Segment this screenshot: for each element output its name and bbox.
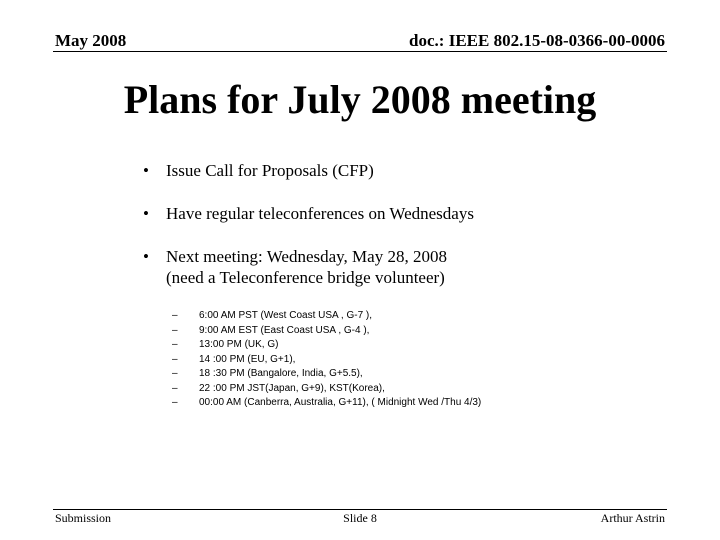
bullet-marker: • bbox=[143, 161, 149, 180]
bullet-text: Have regular teleconferences on Wednesdays bbox=[166, 204, 474, 223]
sub-bullet-marker: – bbox=[172, 324, 178, 336]
footer-rule bbox=[53, 509, 667, 510]
footer-submission: Submission bbox=[55, 511, 112, 525]
header-rule bbox=[53, 51, 667, 52]
sub-bullet-marker: – bbox=[172, 353, 178, 365]
bullet-item bbox=[143, 203, 474, 224]
sub-bullet-marker: – bbox=[172, 368, 178, 379]
bullet-item bbox=[143, 246, 474, 288]
sub-bullet-text: 00:00 AM (Canberra, Australia, G+11), ( Midnight Wed /Thu 4/3) bbox=[199, 397, 482, 408]
header-date: May 2008 bbox=[55, 31, 127, 50]
sub-bullet-marker: – bbox=[172, 397, 178, 408]
bullet-list bbox=[143, 160, 474, 288]
footer-slide-number: Slide 8 bbox=[343, 511, 377, 525]
bullet-text: Next meeting: Wednesday, May 28, 2008 bbox=[166, 247, 447, 266]
bullet-item bbox=[143, 160, 474, 181]
sub-bullet-marker: – bbox=[172, 382, 178, 394]
footer-author: Arthur Astrin bbox=[600, 511, 665, 525]
bullet-text-continued: (need a Teleconference bridge volunteer) bbox=[166, 268, 445, 287]
sub-bullet-item bbox=[172, 338, 481, 353]
sub-bullet-text: 14 :00 PM (EU, G+1), bbox=[199, 353, 296, 365]
sub-bullet-item bbox=[172, 396, 481, 411]
sub-bullet-text: 9:00 AM EST (East Coast USA , G-4 ), bbox=[199, 324, 370, 336]
sub-bullet-text: 18 :30 PM (Bangalore, India, G+5.5), bbox=[199, 368, 363, 379]
sub-bullet-text: 22 :00 PM JST(Japan, G+9), KST(Korea), bbox=[199, 382, 385, 394]
slide-title: Plans for July 2008 meeting bbox=[123, 77, 597, 122]
sub-bullet-item bbox=[172, 382, 481, 397]
sub-bullet-item bbox=[172, 324, 481, 339]
header-doc-id: doc.: IEEE 802.15-08-0366-00-0006 bbox=[409, 31, 665, 50]
sub-bullet-marker: – bbox=[172, 310, 178, 321]
bullet-marker: • bbox=[143, 204, 149, 223]
sub-bullet-marker: – bbox=[172, 339, 178, 350]
bullet-marker: • bbox=[143, 247, 149, 266]
sub-bullet-text: 6:00 AM PST (West Coast USA , G-7 ), bbox=[199, 310, 373, 321]
time-zone-list bbox=[172, 309, 481, 411]
sub-bullet-text: 13:00 PM (UK, G) bbox=[199, 339, 279, 350]
sub-bullet-item bbox=[172, 353, 481, 368]
sub-bullet-item bbox=[172, 309, 481, 324]
sub-bullet-item bbox=[172, 367, 481, 382]
bullet-text: Issue Call for Proposals (CFP) bbox=[166, 161, 374, 180]
